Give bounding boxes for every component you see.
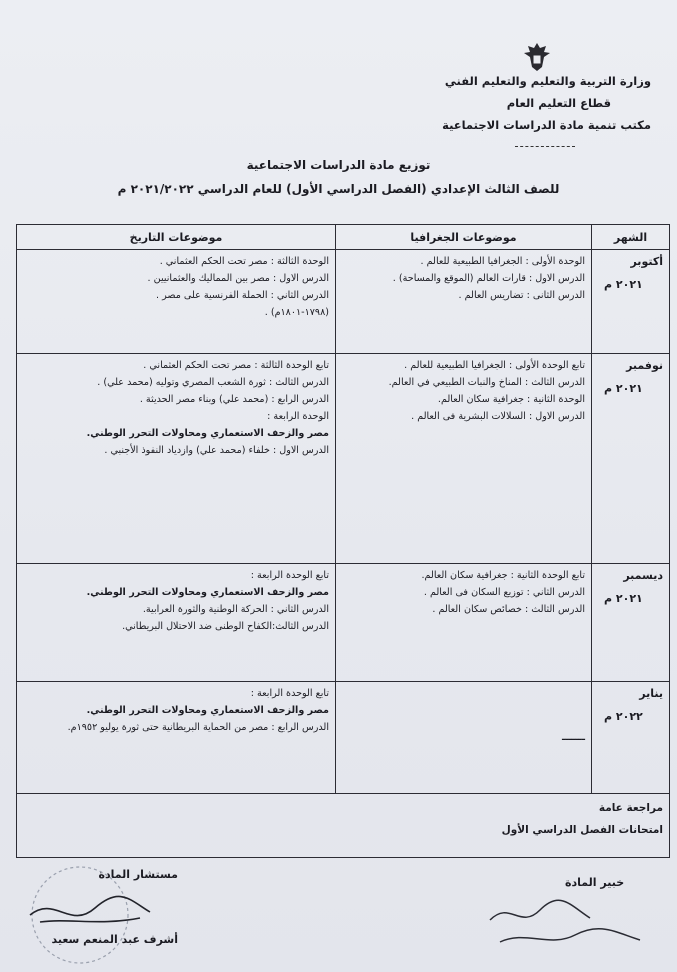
eagle-emblem-icon bbox=[520, 40, 554, 74]
history-line: الوحدة الثالثة : مصر تحت الحكم العثماني . bbox=[159, 256, 329, 267]
month-year: ٢٠٢١ م bbox=[604, 278, 643, 291]
header-geography: موضوعات الجغرافيا bbox=[336, 225, 592, 250]
history-line: تابع الوحدة الرابعة : bbox=[250, 688, 329, 699]
table-row bbox=[17, 354, 670, 564]
geography-line: الدرس الثاني : توزيع السكان فى العالم . bbox=[423, 587, 585, 598]
geography-line: الدرس الثالث : المناخ والنبات الطبيعي في العالم. bbox=[388, 377, 585, 388]
history-line: الدرس الرابع : مصر من الحماية البريطانية حتى ثورة يوليو ١٩٥٢م. bbox=[67, 722, 329, 733]
geography-line: الوحدة الثانية : جغرافية سكان العالم. bbox=[437, 394, 585, 405]
month-name: نوفمبر bbox=[626, 359, 663, 372]
month-name: يناير bbox=[639, 687, 663, 700]
geography-line: تابع الوحدة الثانية : جغرافية سكان العالم. bbox=[421, 570, 585, 581]
history-line: مصر والزحف الاستعماري ومحاولات التحرر الوطني. bbox=[86, 428, 329, 439]
doc-title: توزيع مادة الدراسات الاجتماعية bbox=[246, 158, 431, 172]
doc-subtitle: للصف الثالث الإعدادي (الفصل الدراسي الأول) للعام الدراسي ٢٠٢١/٢٠٢٢ م bbox=[117, 182, 560, 196]
history-line: مصر والزحف الاستعماري ومحاولات التحرر الوطني. bbox=[86, 587, 329, 598]
table-row bbox=[17, 682, 670, 794]
month-cell bbox=[592, 564, 670, 682]
month-cell bbox=[592, 682, 670, 794]
history-cell bbox=[17, 564, 336, 682]
history-line: الدرس الرابع : (محمد علي) وبناء مصر الحديثة . bbox=[139, 394, 329, 405]
expert-signature-block bbox=[565, 876, 624, 889]
history-cell bbox=[17, 682, 336, 794]
history-line: الدرس الثاني : الحركة الوطنية والثورة العرابية. bbox=[142, 604, 329, 615]
month-cell bbox=[592, 250, 670, 354]
table-row bbox=[17, 564, 670, 682]
history-line: تابع الوحدة الثالثة : مصر تحت الحكم العثماني . bbox=[143, 360, 329, 371]
month-year: ٢٠٢١ م bbox=[604, 382, 643, 395]
table-row bbox=[17, 250, 670, 354]
header-history: موضوعات التاريخ bbox=[17, 225, 336, 250]
month-name: ديسمبر bbox=[623, 569, 663, 582]
month-cell bbox=[592, 354, 670, 564]
geography-line: الدرس الاول : قارات العالم (الموقع والمساحة) . bbox=[392, 273, 585, 284]
sector-name: قطاع التعليم العام bbox=[506, 96, 611, 110]
office-name: مكتب تنمية مادة الدراسات الاجتماعية bbox=[442, 118, 651, 132]
history-line: الدرس الاول : مصر بين المماليك والعثمانيين . bbox=[147, 273, 329, 284]
month-name: أكتوبر bbox=[630, 255, 663, 268]
curriculum-table bbox=[16, 224, 670, 858]
review-line: مراجعة عامة bbox=[598, 802, 663, 814]
history-line: مصر والزحف الاستعماري ومحاولات التحرر الوطني. bbox=[86, 705, 329, 716]
geography-line: الدرس الثالث : خصائص سكان العالم . bbox=[432, 604, 585, 615]
header-month: الشهر bbox=[592, 225, 670, 250]
geography-cell bbox=[336, 564, 592, 682]
geography-cell bbox=[336, 354, 592, 564]
geography-cell bbox=[336, 682, 592, 794]
history-line: تابع الوحدة الرابعة : bbox=[250, 570, 329, 581]
history-line: (١٧٩٨-١٨٠١م) . bbox=[264, 307, 329, 318]
history-line: الدرس الثاني : الحملة الفرنسية على مصر . bbox=[156, 290, 329, 301]
history-cell bbox=[17, 354, 336, 564]
geography-line: الدرس الثانى : تضاريس العالم . bbox=[458, 290, 585, 301]
review-cell bbox=[17, 794, 670, 858]
table-header-row bbox=[17, 225, 670, 250]
advisor-title: مستشار المادة bbox=[98, 868, 178, 881]
geography-line: الدرس الاول : السلالات البشرية فى العالم . bbox=[411, 411, 585, 422]
history-line: الدرس الثالث:الكفاح الوطنى ضد الاحتلال البريطاني. bbox=[122, 621, 329, 632]
header-divider bbox=[515, 146, 575, 147]
month-year: ٢٠٢١ م bbox=[604, 592, 643, 605]
exams-line: امتحانات الفصل الدراسي الأول bbox=[501, 824, 663, 836]
history-line: الوحدة الرابعة : bbox=[267, 411, 329, 422]
advisor-signature-stamp-icon bbox=[10, 860, 180, 970]
geography-cell bbox=[336, 250, 592, 354]
geography-line: تابع الوحدة الأولى : الجغرافيا الطبيعية للعالم . bbox=[404, 360, 585, 371]
advisor-name: أشرف عبد المنعم سعيد bbox=[51, 933, 178, 946]
expert-title: خبير المادة bbox=[565, 876, 625, 889]
month-year: ٢٠٢٢ م bbox=[604, 710, 643, 723]
history-line: الدرس الثالث : ثورة الشعب المصري وتوليه (محمد علي) . bbox=[97, 377, 329, 388]
geography-line: الوحدة الأولى : الجغرافيا الطبيعية للعالم . bbox=[420, 256, 585, 267]
geography-line: ـــــــ bbox=[562, 732, 585, 743]
history-cell bbox=[17, 250, 336, 354]
table-row bbox=[17, 794, 670, 858]
history-line: الدرس الاول : خلفاء (محمد علي) وازدياد النفوذ الأجنبي . bbox=[104, 445, 329, 456]
ministry-name: وزارة التربية والتعليم والتعليم الفني bbox=[444, 74, 651, 88]
expert-signature-icon bbox=[480, 890, 650, 960]
ministry-header bbox=[442, 70, 651, 136]
